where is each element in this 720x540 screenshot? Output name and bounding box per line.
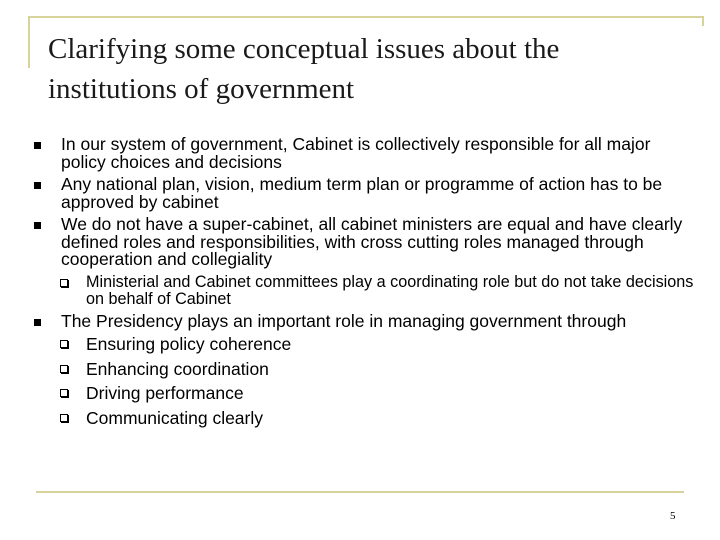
bullet-item <box>34 136 694 171</box>
square-bullet-icon <box>34 142 41 149</box>
sub-bullet-item <box>34 274 694 308</box>
sub-bullet-item <box>34 360 694 379</box>
box-bullet-icon <box>60 279 68 287</box>
sub-bullet-list <box>34 274 694 308</box>
title-top-rule <box>28 16 704 18</box>
slide-title: Clarifying some conceptual issues about the institutions of government <box>48 33 560 105</box>
sub-bullet-text: Driving performance <box>86 383 244 403</box>
sub-bullet-item <box>34 384 694 403</box>
bullet-list <box>34 136 694 427</box>
box-bullet-icon <box>60 389 68 397</box>
box-bullet-icon <box>60 365 68 373</box>
bullet-text: In our system of government, Cabinet is collectively responsible for all major policy choices and decisions <box>61 134 651 172</box>
sub-bullet-item <box>34 409 694 428</box>
sub-bullet-text: Enhancing coordination <box>86 358 269 379</box>
page-number: 5 <box>670 510 676 522</box>
sub-bullet-list <box>34 335 694 427</box>
square-bullet-icon <box>34 319 41 326</box>
footer-rule <box>36 491 684 493</box>
sub-bullet-text: Communicating clearly <box>86 407 264 428</box>
box-bullet-icon <box>60 340 68 348</box>
square-bullet-icon <box>34 182 41 189</box>
box-bullet-icon <box>60 414 68 422</box>
sub-bullet-item <box>34 335 694 354</box>
bullet-item <box>34 310 694 331</box>
bullet-text: Any national plan, vision, medium term plan or programme of action has to be approved by cabinet <box>61 174 663 212</box>
sub-bullet-text: Ministerial and Cabinet committees play a coordinating role but do not take decisions on behalf of Cabinet <box>86 272 694 308</box>
title-left-rule <box>28 16 30 68</box>
bullet-text: We do not have a super-cabinet, all cabinet ministers are equal and have clearly defined roles and responsibilities, with cross cutting roles managed through cooperation and collegiality <box>61 214 683 269</box>
sub-bullet-text: Ensuring policy coherence <box>86 334 292 354</box>
bullet-text: The Presidency plays an important role in managing government through <box>61 310 627 331</box>
square-bullet-icon <box>34 222 41 229</box>
bullet-item <box>34 216 694 269</box>
bullet-item <box>34 176 694 211</box>
title-right-rule <box>702 16 704 26</box>
